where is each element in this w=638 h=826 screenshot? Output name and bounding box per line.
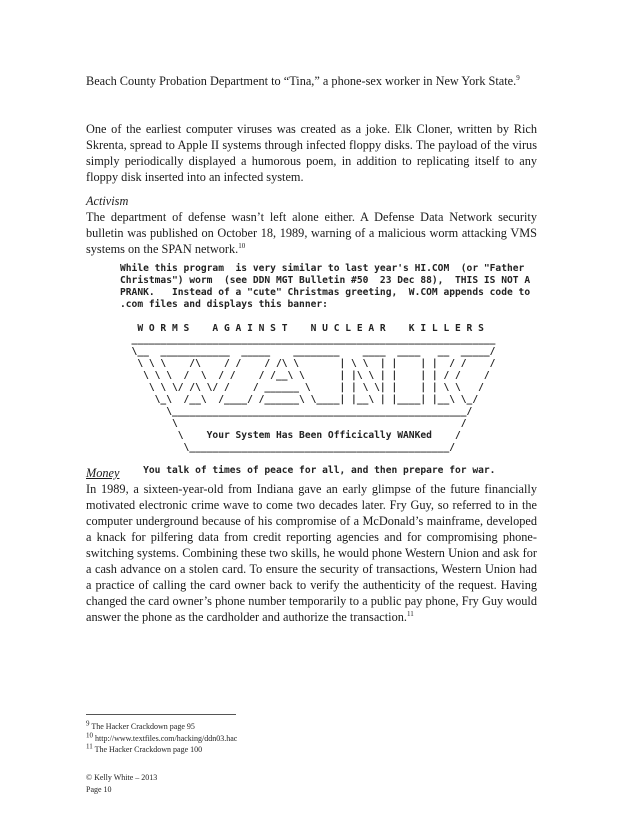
footnote-text: The Hacker Crackdown page 100 [94, 745, 203, 754]
money-text: In 1989, a sixteen-year-old from Indiana gave an early glimpse of the future financially motivated electronic crime wave to come two decades later. Fry Guy, so referred to in the computer underground because of his compromise of a McDonald’s mainframe, developed a knack for pilfering data from credit reporting agencies and for compromising phone-switching systems. Combining these two skills, he would phone Western Union and ask for a cash advance on a stolen card. To ensure the security of transactions, Western Union had a practice of calling the card owner back to verify the authenticity of the request. Having changed the card owner’s phone number temporarily to a public pay phone, Fry Guy would answer the phone as the cardholder and authorize the transaction. [86, 482, 537, 624]
footnote-11: $^{11}$ The Hacker Crackdown page 100 [86, 742, 203, 754]
activism-heading: Activism [86, 194, 129, 208]
banner-line: \ Your System Has Been Officically WANKed / [120, 429, 461, 441]
elk-cloner-text: One of the earliest computer viruses was created as a joke. Elk Cloner, written by Rich Skrenta, spread to Apple II systems through infected floppy disks. The payload of the virus simply periodically displayed a humorous poem, in addition to replicating itself to any floppy disk inserted into an infected system. [86, 122, 537, 184]
footnote-ref-10[interactable]: 10 [238, 241, 246, 250]
banner-line: Christmas") worm (see DDN MGT Bulletin #50 23 Dec 88), THIS IS NOT A [120, 274, 531, 286]
banner-line: \_____________________________________________/ [120, 441, 456, 453]
footnote-10: $^{10}$ http://www.textfiles.com/hacking/ddn03.hac [86, 730, 238, 743]
banner-line: \ \ \ /\ / / / /\ \ | \ \ | | | | / / / [120, 358, 496, 370]
intro-paragraph [86, 73, 537, 89]
footnote-9: $^9$ The Hacker Crackdown page 95 [86, 719, 195, 731]
footnote-link[interactable]: http://www.textfiles.com/hacking/ddn03.hac [95, 733, 238, 743]
footnote-ref-9[interactable]: 9 [516, 73, 520, 82]
activism-text: The department of defense wasn’t left alone either. A Defense Data Network security bulletin was published on October 18, 1989, warning of a malicious worm attacking VMS systems on the SPAN network. [86, 210, 537, 256]
copyright-notice: © Kelly White – 2013 [86, 773, 158, 782]
worm-banner-image [120, 263, 531, 477]
footnote-divider [86, 714, 236, 715]
banner-line: W O R M S A G A I N S T N U C L E A R K I L L E R S [120, 322, 484, 334]
banner-line: While this program is very similar to last year's HI.COM (or "Father [120, 263, 525, 274]
footnotes [86, 721, 386, 756]
page-footer [86, 772, 286, 795]
footnote-text: The Hacker Crackdown page 95 [91, 722, 195, 731]
banner-line: \__ ____________ _____ ________ ____ ____ __ _____/ [120, 346, 496, 358]
banner-line: \ \ \ / \ / / / /__\ \ | |\ \ | | | | / / / [120, 370, 490, 382]
banner-line: \ / [120, 417, 467, 429]
activism-section [86, 193, 537, 257]
banner-line: .com files and displays this banner: [120, 298, 328, 310]
money-heading: Money [86, 466, 120, 480]
banner-line: \___________________________________________________/ [120, 405, 473, 417]
elk-cloner-paragraph [86, 121, 537, 185]
page-number: Page 10 [86, 784, 112, 794]
banner-line: \ \ \/ /\ \/ / / ______ \ | | \ \| | | | \ \ / [120, 382, 484, 394]
money-section [86, 465, 537, 625]
banner-line [120, 311, 520, 323]
banner-line [120, 454, 520, 466]
banner-line: \_\ /__\ /____/ /______\ \____| |__\ | |____| |__\ \_/ [120, 393, 479, 405]
banner-line: PRANK. Instead of a "cute" Christmas greeting, W.COM appends code to [120, 286, 531, 298]
banner-line: _______________________________________________________________ [120, 334, 496, 346]
intro-text: Beach County Probation Department to “Tina,” a phone-sex worker in New York State. [86, 74, 517, 88]
banner-line: You talk of times of peace for all, and then prepare for war. [120, 465, 496, 477]
footnote-ref-11[interactable]: 11 [406, 609, 414, 618]
